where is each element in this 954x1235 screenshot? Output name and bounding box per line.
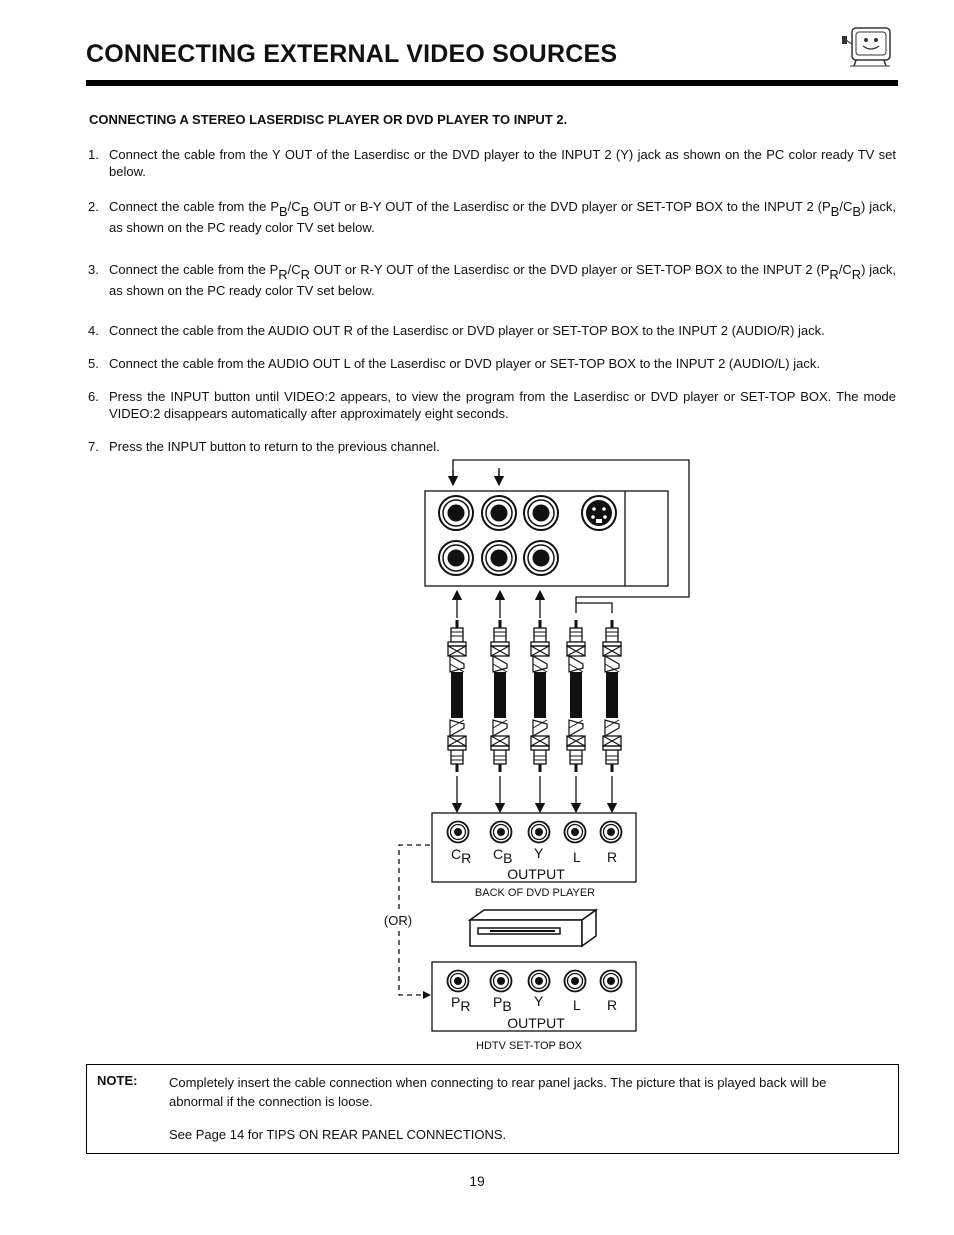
stb-jack-label: R: [607, 997, 618, 1013]
dvd-jack-label: Y: [534, 845, 544, 861]
step-item: [88, 146, 896, 180]
note-text: Completely insert the cable connection when connecting to rear panel jacks. The picture that is played back will be abnormal if the connection is loose.: [169, 1075, 827, 1109]
tv-mascot-icon: [838, 24, 894, 68]
cable-icon: [491, 620, 509, 772]
arrow-right-icon: [423, 991, 431, 999]
note-label: NOTE:: [97, 1073, 138, 1088]
stb-output-label: OUTPUT: [507, 1015, 565, 1031]
cable-icon: [531, 620, 549, 772]
dvd-output-panel: [432, 813, 636, 882]
stb-output-panel: [432, 962, 636, 1031]
dvd-jack-icon: [448, 822, 469, 843]
cable-icon: [603, 620, 621, 772]
stb-jack-label: L: [573, 997, 581, 1013]
tv-input-panel: [425, 491, 668, 586]
step-text: Connect the cable from the $P_R/C_R$ OUT or R-Y OUT of the Laserdisc or the DVD player or SET-TOP BOX to the INPUT 2 $(P_R/C_R)$ jack, as shown on the PC ready color TV set below.: [109, 262, 897, 298]
step-number: 5.: [88, 356, 99, 371]
stb-jack-label: Y: [534, 993, 544, 1009]
dvd-player-icon: [470, 910, 596, 946]
dvd-jack-icon: [565, 822, 586, 843]
step-number: 3.: [88, 262, 99, 277]
cable-group: [448, 620, 621, 772]
tv-jack-icon: [482, 541, 516, 575]
step-text: Press the INPUT button until VIDEO:2 appears, to view the program from the Laserdisc or DVD player or SET-TOP BOX. The mode VIDEO:2 disappears automatically after approximately eight seconds.: [109, 389, 896, 421]
step-text: Press the INPUT button to return to the previous channel.: [109, 439, 440, 454]
dvd-jack-icon: [529, 822, 550, 843]
note-tip: See Page 14 for TIPS ON REAR PANEL CONNECTIONS.: [169, 1127, 507, 1142]
instruction-list: [88, 146, 896, 455]
down-arrows: [457, 776, 612, 808]
stb-jack-label: PR: [451, 994, 471, 1014]
dvd-jack-label: CB: [493, 846, 513, 866]
or-label: (OR): [383, 913, 413, 928]
step-item: [88, 438, 896, 455]
stb-caption: HDTV SET-TOP BOX: [476, 1040, 582, 1052]
step-item: [88, 322, 896, 339]
dvd-jack-label: CR: [451, 846, 472, 866]
stb-jack-icon: [601, 971, 622, 992]
dvd-caption: BACK OF DVD PLAYER: [474, 887, 596, 899]
title-rule: [86, 80, 898, 86]
step-item: [88, 355, 896, 372]
page-title: CONNECTING EXTERNAL VIDEO SOURCES: [86, 40, 618, 68]
step-item: [88, 388, 896, 422]
tv-jack-icon: [439, 496, 473, 530]
tv-jack-icon: [439, 541, 473, 575]
dvd-output-label: OUTPUT: [507, 866, 565, 882]
dvd-jack-icon: [601, 822, 622, 843]
step-number: 4.: [88, 323, 99, 338]
step-number: 7.: [88, 439, 99, 454]
tv-jack-icon: [524, 541, 558, 575]
page-number: 19: [469, 1173, 485, 1189]
stb-jack-icon: [565, 971, 586, 992]
note-box: [86, 1064, 899, 1154]
cable-icon: [448, 620, 466, 772]
step-item: [88, 196, 896, 238]
dvd-jack-label: R: [607, 849, 618, 865]
stb-jack-label: PB: [493, 994, 512, 1014]
dvd-jack-icon: [491, 822, 512, 843]
step-text: Connect the cable from the AUDIO OUT L of the Laserdisc or DVD player or SET-TOP BOX to the INPUT 2 (AUDIO/L) jack.: [109, 356, 820, 371]
step-number: 6.: [88, 389, 99, 404]
cable-icon: [567, 620, 585, 772]
connection-diagram: [370, 455, 710, 1060]
step-number: 1.: [88, 147, 99, 162]
stb-jack-icon: [491, 971, 512, 992]
s-video-jack-icon: [582, 496, 616, 530]
step-item: [88, 259, 896, 301]
dvd-jack-label: L: [573, 849, 581, 865]
tv-jack-icon: [482, 496, 516, 530]
step-number: 2.: [88, 199, 99, 214]
step-text: Connect the cable from the AUDIO OUT R of the Laserdisc or DVD player or SET-TOP BOX to the INPUT 2 (AUDIO/R) jack.: [109, 323, 825, 338]
step-text: Connect the cable from the $P_B/C_B$ OUT or B-Y OUT of the Laserdisc or the DVD player or SET-TOP BOX to the INPUT 2 $(P_B/C_B)$ jack, as shown on the PC ready color TV set below.: [109, 199, 897, 235]
step-text: Connect the cable from the Y OUT of the Laserdisc or the DVD player to the INPUT 2 (Y) jack as shown on the PC color ready TV set below.: [109, 147, 896, 179]
stb-jack-icon: [448, 971, 469, 992]
stb-jack-icon: [529, 971, 550, 992]
section-subheading: CONNECTING A STEREO LASERDISC PLAYER OR DVD PLAYER TO INPUT 2.: [89, 112, 568, 127]
tv-jack-icon: [524, 496, 558, 530]
